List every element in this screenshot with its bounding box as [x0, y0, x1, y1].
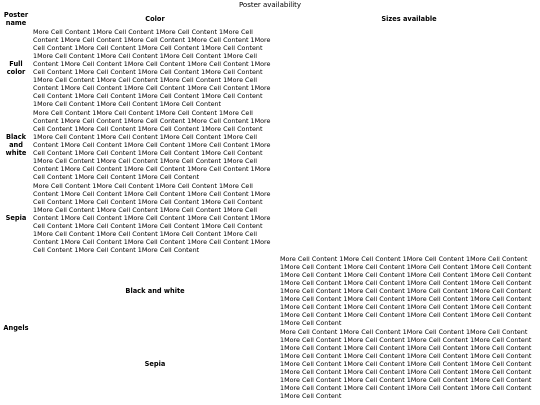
table-row-angels-black-and-white [1, 255, 539, 327]
subrow-header-angels-sepia: Sepia [144, 360, 166, 368]
cell-black-and-white-sizes [279, 109, 539, 181]
row-header-black-and-white: Black and white [5, 133, 27, 157]
table-row-sepia [1, 182, 539, 254]
cell-angels-sepia-sizes: More Cell Content 1More Cell Content 1More Cell Content 1More Cell Content 1More Cell Content 1More Cell Content 1More Cell Content 1More Cell Content 1More Cell Content 1More Cell Content 1More Cell Content 1More Cell Content 1More Cell Content 1More Cell Content 1More Cell Content 1More Cell Content 1More Cell Content 1More Cell Content 1More Cell Content 1More Cell Content 1More Cell Content 1More Cell Content 1More Cell Content 1More Cell Content 1More Cell Content 1More Cell Content 1More Cell Content 1More Cell Content 1More Cell Content 1More Cell Content 1More Cell Content 1More Cell Content 1More Cell Content [280, 328, 532, 400]
cell-full-color-sizes [279, 28, 539, 108]
header-sizes-available: Sizes available [381, 15, 437, 23]
table-row-angels-sepia [1, 328, 539, 400]
table-row-black-and-white [1, 109, 539, 181]
cell-sepia-sizes [279, 182, 539, 254]
row-header-angels: Angels [3, 323, 29, 332]
row-header-sepia: Sepia [5, 214, 27, 222]
header-row [1, 11, 539, 27]
row-header-full-color: Full color [6, 60, 26, 76]
cell-sepia-color: More Cell Content 1More Cell Content 1More Cell Content 1More Cell Content 1More Cell Content 1More Cell Content 1More Cell Content 1More Cell Content 1More Cell Content 1More Cell Content 1More Cell Content 1More Cell Content 1More Cell Content 1More Cell Content 1More Cell Content 1More Cell Content 1More Cell Content 1More Cell Content 1More Cell Content 1More Cell Content 1More Cell Content 1More Cell Content 1More Cell Content 1More Cell Content 1More Cell Content 1More Cell Content 1More Cell Content 1More Cell Content 1More Cell Content 1More Cell Content 1More Cell Content 1More Cell Content [33, 182, 271, 254]
cell-black-and-white-color: More Cell Content 1More Cell Content 1More Cell Content 1More Cell Content 1More Cell Content 1More Cell Content 1More Cell Content 1More Cell Content 1More Cell Content 1More Cell Content 1More Cell Content 1More Cell Content 1More Cell Content 1More Cell Content 1More Cell Content 1More Cell Content 1More Cell Content 1More Cell Content 1More Cell Content 1More Cell Content 1More Cell Content 1More Cell Content 1More Cell Content 1More Cell Content 1More Cell Content 1More Cell Content 1More Cell Content 1More Cell Content 1More Cell Content 1More Cell Content 1More Cell Content 1More Cell Content [33, 109, 271, 181]
header-color: Color [145, 15, 165, 23]
cell-angels-black-and-white-sizes: More Cell Content 1More Cell Content 1More Cell Content 1More Cell Content 1More Cell Content 1More Cell Content 1More Cell Content 1More Cell Content 1More Cell Content 1More Cell Content 1More Cell Content 1More Cell Content 1More Cell Content 1More Cell Content 1More Cell Content 1More Cell Content 1More Cell Content 1More Cell Content 1More Cell Content 1More Cell Content 1More Cell Content 1More Cell Content 1More Cell Content 1More Cell Content 1More Cell Content 1More Cell Content 1More Cell Content 1More Cell Content 1More Cell Content 1More Cell Content 1More Cell Content 1More Cell Content 1More Cell Content [280, 255, 532, 327]
cell-full-color-color: More Cell Content 1More Cell Content 1More Cell Content 1More Cell Content 1More Cell Content 1More Cell Content 1More Cell Content 1More Cell Content 1More Cell Content 1More Cell Content 1More Cell Content 1More Cell Content 1More Cell Content 1More Cell Content 1More Cell Content 1More Cell Content 1More Cell Content 1More Cell Content 1More Cell Content 1More Cell Content 1More Cell Content 1More Cell Content 1More Cell Content 1More Cell Content 1More Cell Content 1More Cell Content 1More Cell Content 1More Cell Content 1More Cell Content 1More Cell Content 1More Cell Content 1More Cell Content 1More Cell Content 1More Cell Content 1More Cell Content 1More Cell Content [33, 28, 271, 108]
table-caption: Poster availability [238, 1, 302, 9]
header-poster-name: Poster name [3, 11, 29, 27]
subrow-header-angels-black-and-white: Black and white [125, 287, 185, 295]
table-row-full-color [1, 28, 539, 108]
